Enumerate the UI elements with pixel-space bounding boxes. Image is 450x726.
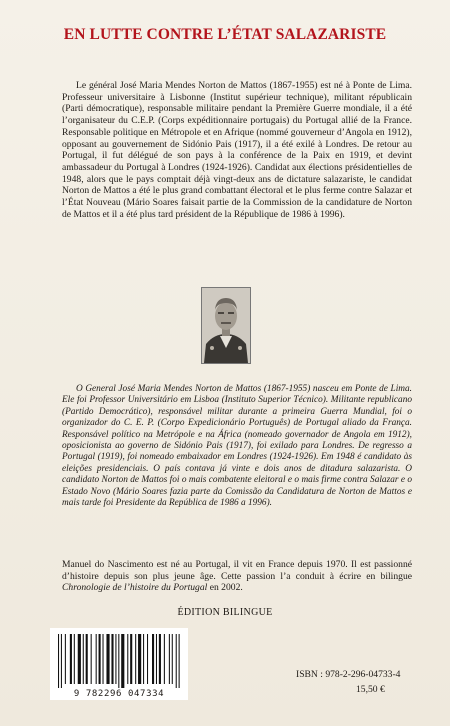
- biography-portuguese: O General José Maria Mendes Norton de Mattos (1867-1955) nasceu em Ponte de Lima. Ele foi Professor Universitário em Lisboa (Instituto Superior Técnico). Militante republicano (Partido Democrático), responsável militar durante a primeira Guerra Mundial, foi o organizador do C. E. P. (Corpo Expedicionário Português) de Portugal aliado da França. Responsável político na Metrópole e na África (nomeado governador de Angola em 1912), oposicionista ao governo de Sidónio Pais (1917), foi exilado para Londres. De regresso a Portugal (1919), foi nomeado embaixador em Londres (1924-1926). Em 1948 é candidato às eleições presidenciais. O país contava já vinte e dois anos de ditadura salazarista. O candidato Norton de Mattos foi o mais combatente eleitoral e o mais firme contra Salazar e o Estado Novo (Mário Soares fazia parte da Comissão da Candidatura de Norton de Mattos e mais tarde foi Presidente da República de 1986 a 1996).: [62, 384, 412, 509]
- portrait-photo: [201, 287, 251, 364]
- book-title: EN LUTTE CONTRE L’ÉTAT SALAZARISTE: [63, 26, 387, 43]
- barcode-bars: [56, 634, 182, 688]
- barcode: [50, 628, 188, 700]
- edition-label: ÉDITION BILINGUE: [177, 607, 273, 618]
- barcode-number: 9 782296 047334: [73, 689, 165, 699]
- isbn: ISBN : 978-2-296-04733-4: [296, 669, 401, 680]
- price: 15,50 €: [356, 684, 385, 695]
- author-note-tail: en 2002.: [207, 582, 243, 594]
- author-note: [62, 559, 412, 594]
- author-book-title: Chronologie de l’histoire du Portugal: [62, 582, 208, 594]
- biography-french: Le général José Maria Mendes Norton de Mattos (1867-1955) est né à Ponte de Lima. Professeur universitaire à Lisbonne (Institut supérieur technique), militant républicain (Parti démocratique), responsable militaire pendant la Première Guerre mondiale, il a été l’organisateur du C.E.P. (Corps expéditionnaire portugais) du Portugal allié de la France. Responsable politique en Métropole et en Afrique (nommé gouverneur d’Angola en 1912), opposant au gouvernement de Sidónio Pais (1917), il a été exilé à Londres. De retour au Portugal, il fut délégué de son pays à la conférence de la Paix en 1919, et devint ambassadeur du Portugal à Londres (1924-1926). Candidat aux élections présidentielles de 1948, alors que le pays comptait déjà vingt-deux ans de dictature salazariste, le candidat Norton de Mattos a été le plus grand combattant électoral et le plus ferme contre Salazar et l’État Nouveau (Mário Soares faisait partie de la Commission de la candidature de Norton de Mattos et il a été plus tard président de la République de 1986 à 1996).: [62, 80, 412, 220]
- author-note-lead: Manuel do Nascimento est né au Portugal, il vit en France depuis 1970. Il est passionné d’histoire depuis son plus jeune âge. Cette passion l’a conduit à écrire en bilingue: [62, 559, 412, 582]
